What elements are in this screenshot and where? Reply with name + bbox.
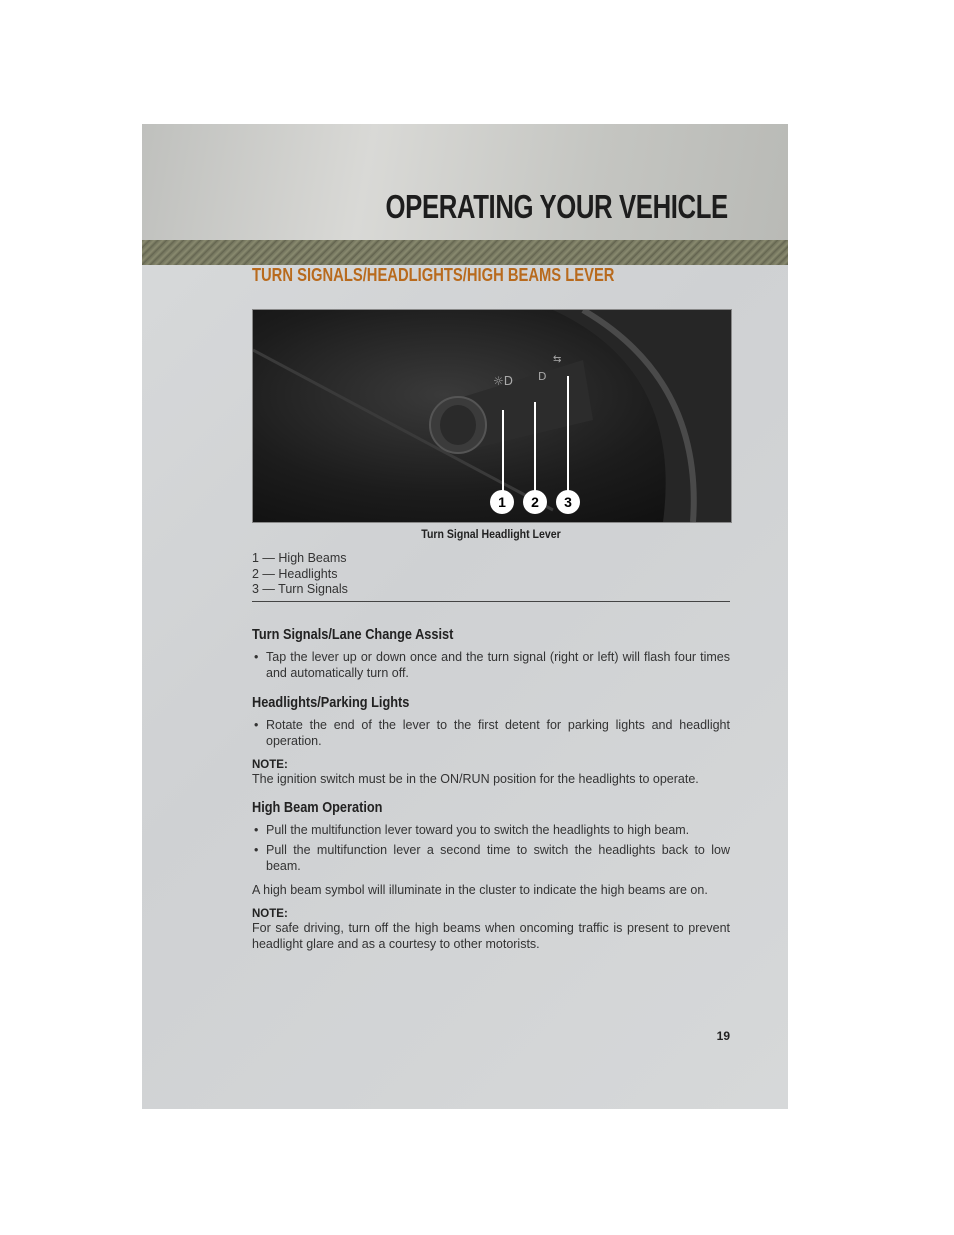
callout-1: 1: [490, 490, 514, 514]
header-band: [142, 240, 788, 265]
note-label: NOTE:: [252, 908, 288, 920]
heading-turn-signals: Turn Signals/Lane Change Assist: [252, 627, 454, 643]
legend-item: 3 — Turn Signals: [252, 582, 348, 596]
page-number: 19: [716, 1029, 730, 1043]
svg-text:D: D: [538, 370, 547, 383]
lever-illustration: [253, 310, 731, 522]
figure-caption: Turn Signal Headlight Lever: [421, 527, 561, 541]
page-title: OPERATING YOUR VEHICLE: [385, 188, 728, 225]
note-text: The ignition switch must be in the ON/RUN position for the headlights to operate.: [252, 772, 699, 786]
heading-high-beam: High Beam Operation: [252, 800, 383, 816]
svg-text:⇆: ⇆: [553, 354, 562, 365]
heading-headlights: Headlights/Parking Lights: [252, 695, 410, 711]
manual-page: [142, 124, 788, 1109]
figure-legend: [252, 551, 730, 602]
high-beam-paragraph: A high beam symbol will illuminate in the cluster to indicate the high beams are on.: [252, 883, 708, 897]
bullet-item: • Tap the lever up or down once and the turn signal (right or left) will flash four times and automatically turn off.: [252, 649, 730, 681]
bullet-item: • Rotate the end of the lever to the first detent for parking lights and headlight operation.: [252, 717, 730, 749]
section-title: TURN SIGNALS/HEADLIGHTS/HIGH BEAMS LEVER: [252, 265, 615, 285]
page-header: [142, 124, 788, 240]
note-text: For safe driving, turn off the high beams when oncoming traffic is present to prevent headlight glare and as a courtesy to other motorists.: [252, 921, 730, 951]
bullet-item: • Pull the multifunction lever toward you to switch the headlights to high beam.: [252, 822, 730, 838]
callout-2: 2: [523, 490, 547, 514]
note-label: NOTE:: [252, 759, 288, 771]
legend-item: 2 — Headlights: [252, 566, 338, 581]
callout-3: 3: [556, 490, 580, 514]
legend-item: 1 — High Beams: [252, 551, 347, 565]
bullet-item: • Pull the multifunction lever a second time to switch the headlights back to low beam.: [252, 842, 730, 874]
svg-text:☼D: ☼D: [493, 374, 513, 388]
lever-photo: [252, 309, 732, 523]
page-content: [252, 627, 730, 952]
